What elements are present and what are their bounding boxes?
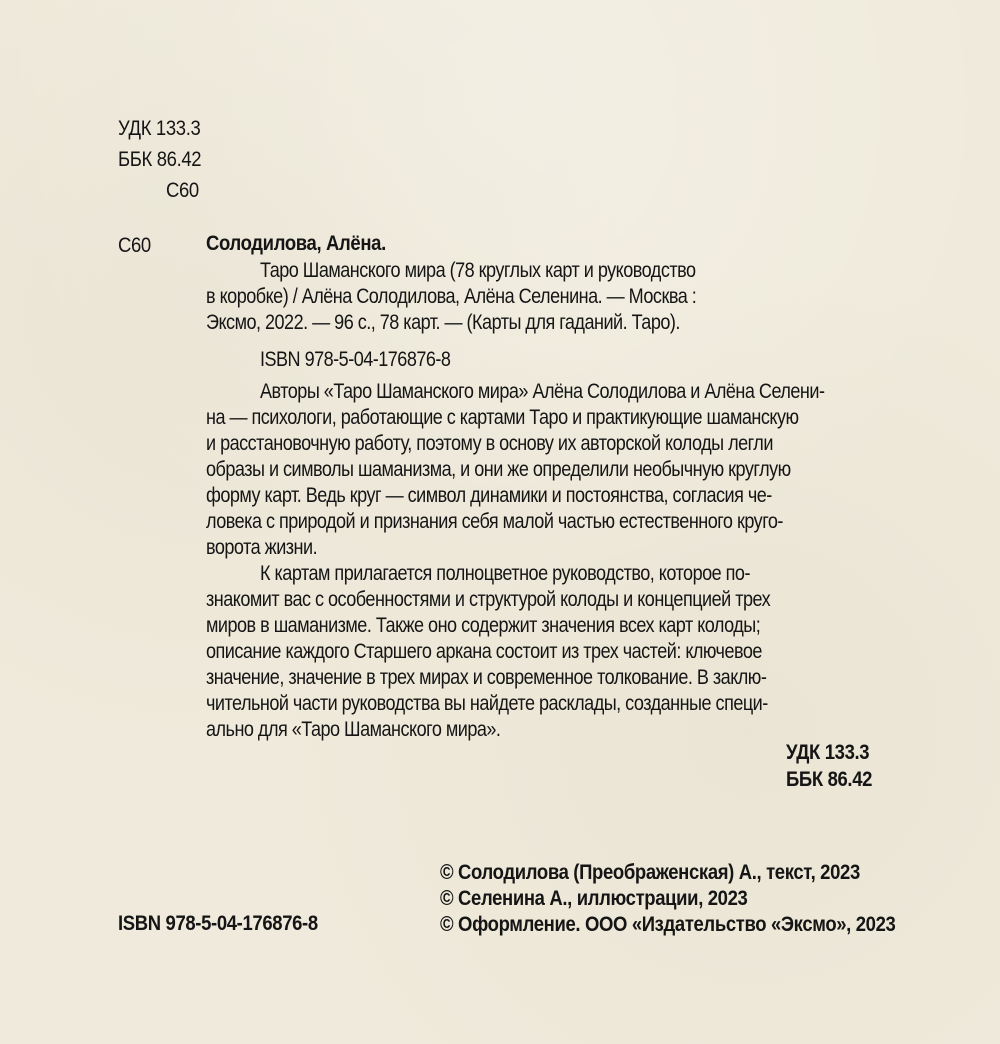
annotation-p1-line: ловека с природой и признания себя малой частью естественного круго- xyxy=(206,510,783,533)
annotation-p1-line: и расстановочную работу, поэтому в основу их авторской колоды легли xyxy=(206,432,773,455)
copyright-line: © Селенина А., иллюстрации, 2023 xyxy=(440,887,748,910)
annotation-p2-line: знакомит вас с особенностями и структурой колоды и концепцией трех xyxy=(206,588,771,611)
annotation-p2-line: чительной части руководства вы найдете расклады, созданные специ- xyxy=(206,692,768,715)
udk-code-bottom: УДК 133.3 xyxy=(786,741,870,764)
annotation-p2-line: К картам прилагается полноцветное руководство, которое по- xyxy=(260,562,750,585)
annotation-p2-line: описание каждого Старшего аркана состоит из трех частей: ключевое xyxy=(206,640,762,663)
bib-line-2: в коробке) / Алёна Солодилова, Алёна Селенина. — Москва : xyxy=(206,285,697,308)
copyright-line: © Оформление. ООО «Издательство «Эксмо», 2023 xyxy=(440,913,896,936)
bbk-code: ББК 86.42 xyxy=(118,148,202,171)
entry-isbn: ISBN 978-5-04-176876-8 xyxy=(260,348,451,371)
entry-author: Солодилова, Алёна. xyxy=(206,232,386,255)
copyright-line: © Солодилова (Преображенская) А., текст, 2023 xyxy=(440,861,860,884)
bib-line-1: Таро Шаманского мира (78 круглых карт и руководство xyxy=(260,259,696,282)
annotation-p1-line: Авторы «Таро Шаманского мира» Алёна Солодилова и Алёна Селени- xyxy=(260,380,825,403)
annotation-p1-line: образы и символы шаманизма, и они же определили необычную круглую xyxy=(206,458,791,481)
annotation-p1-line: на — психологи, работающие с картами Таро и практикующие шаманскую xyxy=(206,406,799,429)
annotation-p1-line: форму карт. Ведь круг — символ динамики и постоянства, согласия че- xyxy=(206,484,772,507)
entry-mark: С60 xyxy=(118,234,151,257)
author-mark: С60 xyxy=(166,179,199,202)
annotation-p2-line: ально для «Таро Шаманского мира». xyxy=(206,718,501,741)
udk-code: УДК 133.3 xyxy=(118,117,201,140)
annotation-p1-line: ворота жизни. xyxy=(206,536,318,559)
bib-line-3: Эксмо, 2022. — 96 с., 78 карт. — (Карты для гаданий. Таро). xyxy=(206,311,680,334)
annotation-p2-line: значение, значение в трех мирах и современное толкование. В заклю- xyxy=(206,666,767,689)
bbk-code-bottom: ББК 86.42 xyxy=(786,768,873,791)
annotation-p2-line: миров в шаманизме. Также оно содержит значения всех карт колоды; xyxy=(206,614,761,637)
footer-isbn: ISBN 978-5-04-176876-8 xyxy=(118,912,318,935)
